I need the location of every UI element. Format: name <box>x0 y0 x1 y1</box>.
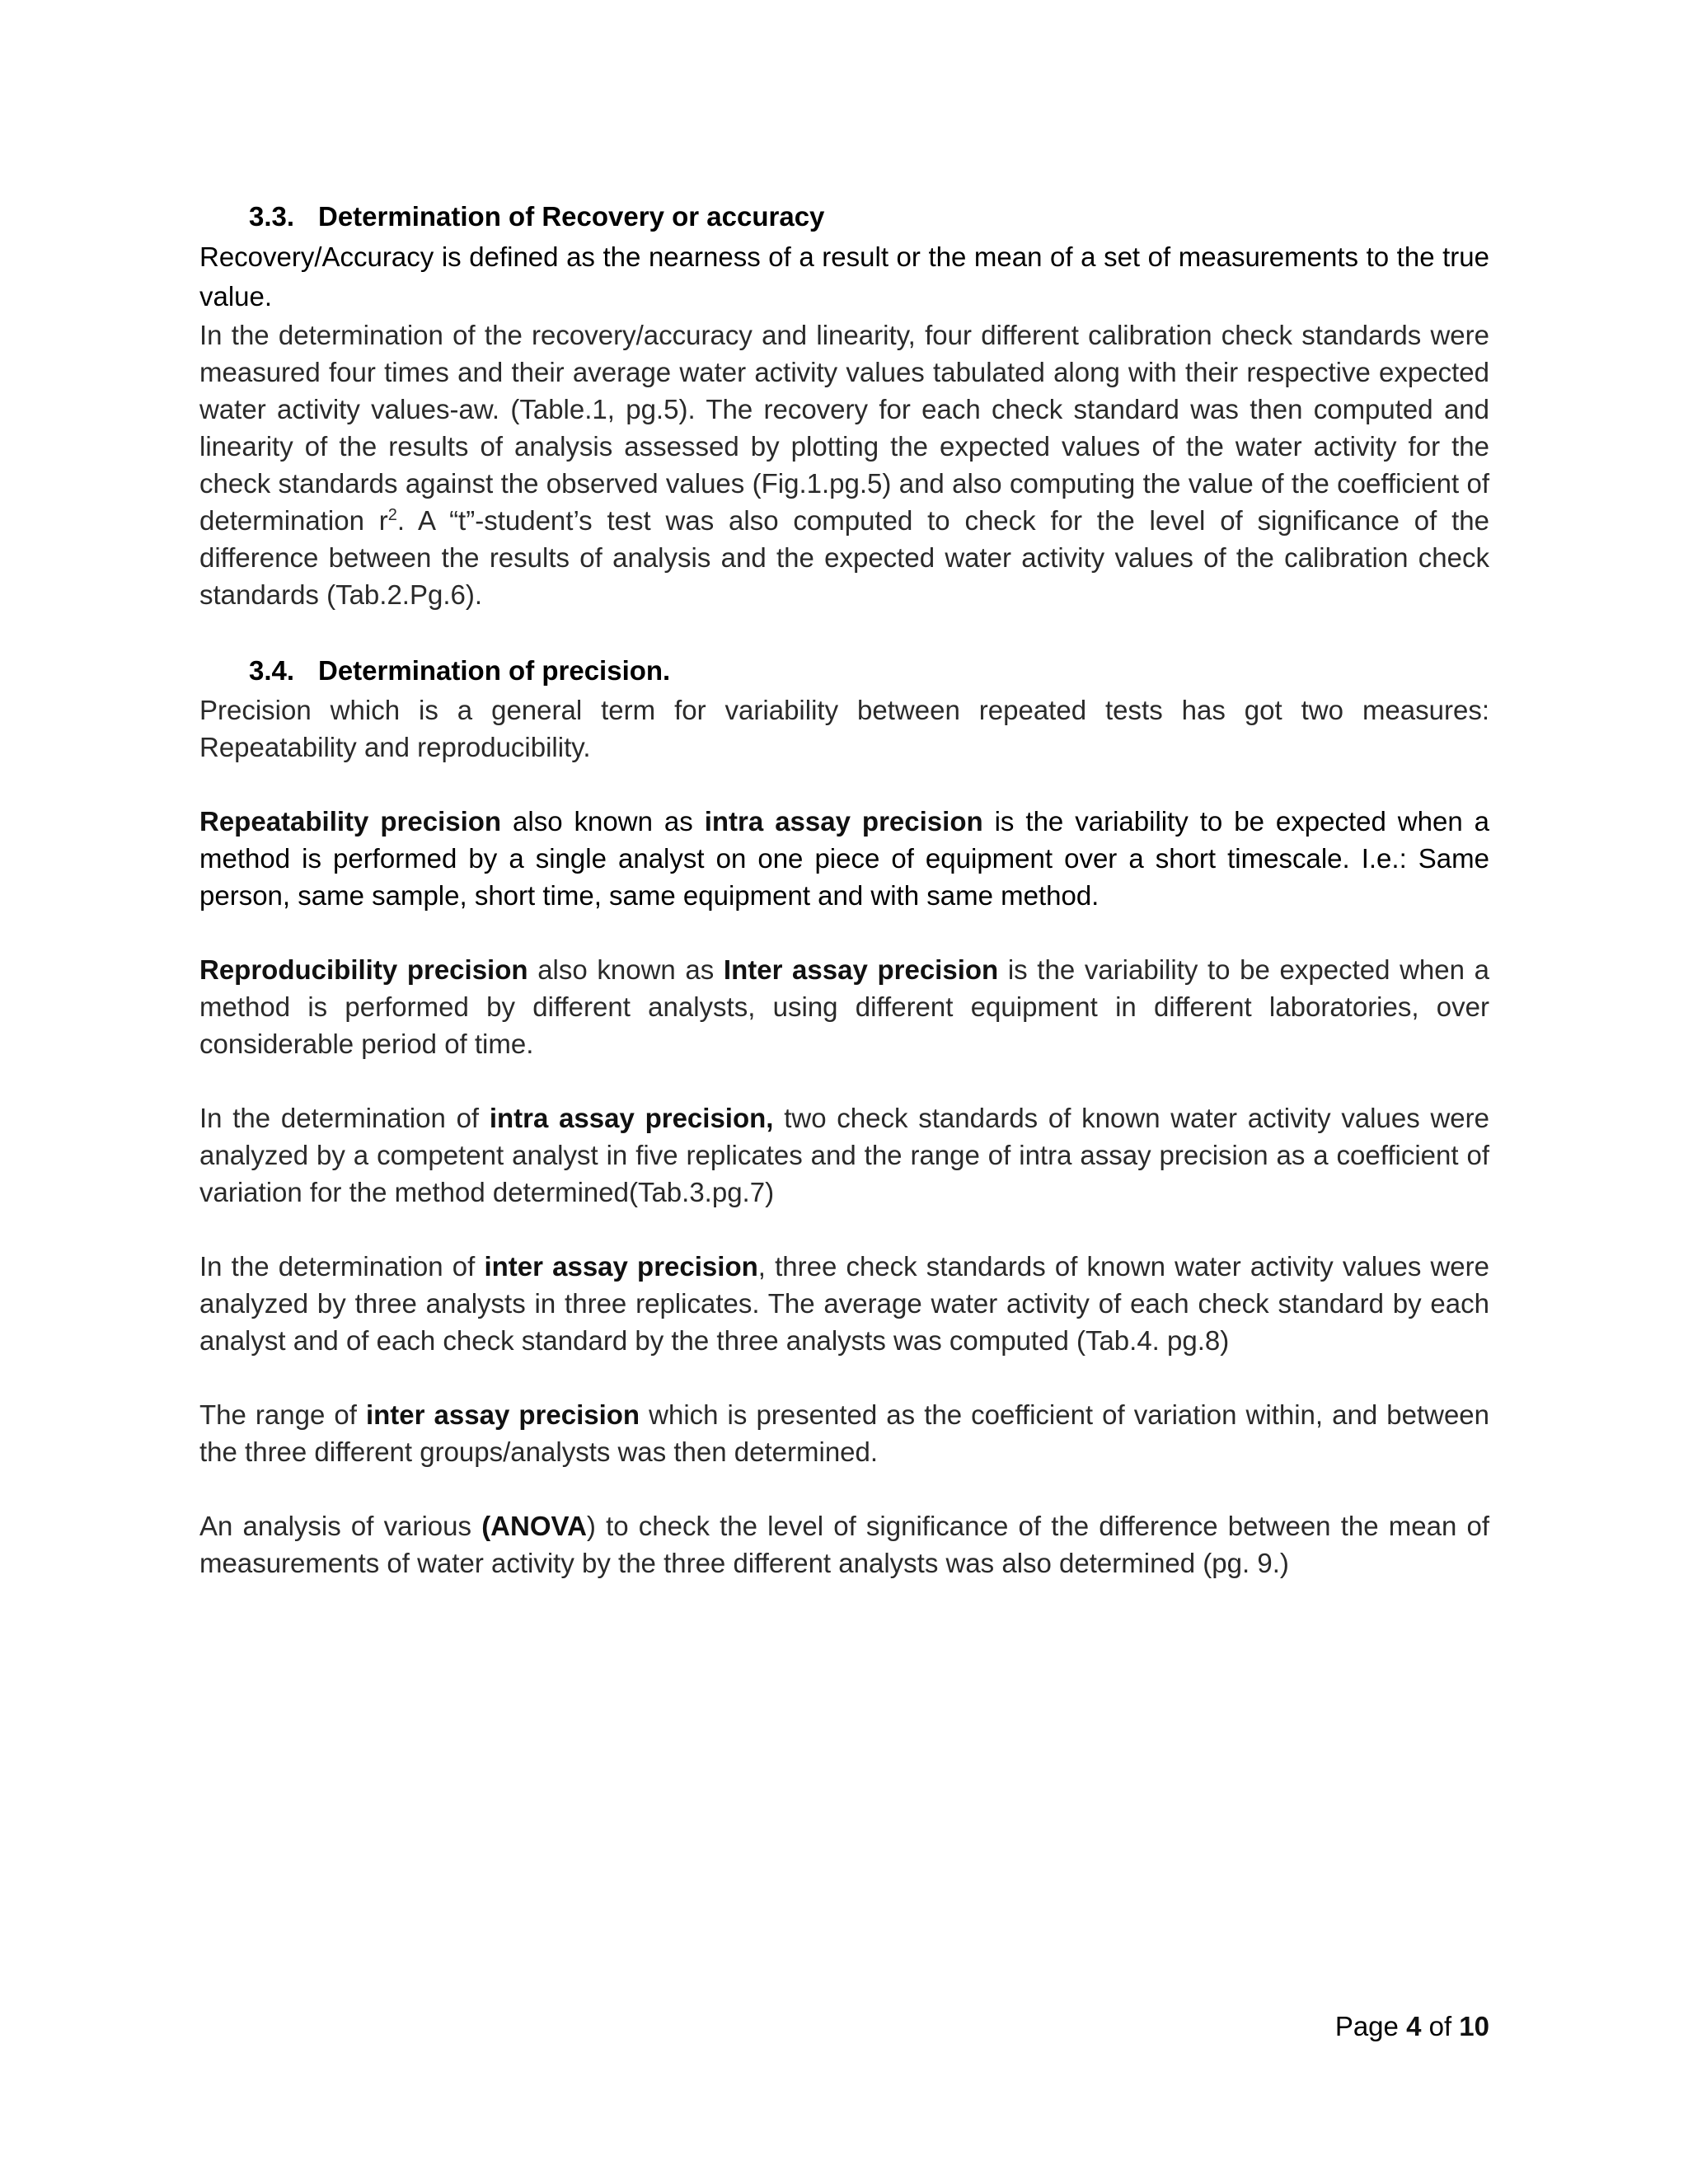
bold-term: Inter assay precision <box>723 954 999 985</box>
paragraph-text: The range of <box>199 1399 366 1430</box>
paragraph-text: In the determination of <box>199 1103 490 1133</box>
bold-term: Repeatability precision <box>199 806 502 837</box>
paragraph-text: , three check standards of known water activity values were analyzed by three analysts in three replicates. The average water activity of each check standard by each analyst and of each check standard by the three analysts was computed (Tab.4. pg.8) <box>199 1251 1489 1356</box>
paragraph-text: In the determination of <box>199 1251 485 1282</box>
repeatability-paragraph <box>199 803 1489 914</box>
section-heading-3-4 <box>249 650 1489 691</box>
intra-assay-paragraph <box>199 1099 1489 1211</box>
spacer <box>199 1359 1489 1396</box>
paragraph-text: also known as <box>501 806 705 837</box>
page-prefix: Page <box>1334 2011 1407 2041</box>
spacer <box>199 613 1489 650</box>
bold-term: intra assay precision <box>704 806 983 837</box>
paragraph-text: is the variability to be expected when a method is performed by different analysts, using different equipment in different laboratories, over considerable period of time. <box>199 954 1489 1059</box>
paragraph-text: . A “t”-student’s test was also computed to check for the level of significance of the difference between the results of analysis and the expected water activity values of the calibration check standards (Tab.2.Pg.6). <box>199 505 1489 610</box>
paragraph-text: In the determination of the recovery/accuracy and linearity, four different calibration check standards were measured four times and their average water activity values tabulated along with their respective expected water activity values-aw. (Table.1, pg.5). The recovery for each check standard was then computed and linearity of the results of analysis assessed by plotting the expected values of the water activity for the check standards against the observed values (Fig.1.pg.5) and also computing the value of the coefficient of determination r <box>199 320 1489 536</box>
page-of: of <box>1421 2011 1460 2041</box>
paragraph-text: two check standards of known water activity values were analyzed by a competent analyst in five replicates and the range of intra assay precision as a coefficient of variation for the method determined(Tab.3.pg.7) <box>199 1103 1489 1207</box>
spacer <box>199 1062 1489 1099</box>
recovery-method-paragraph <box>199 316 1489 613</box>
anova-paragraph <box>199 1507 1489 1582</box>
paragraph-text: is the variability to be expected when a method is performed by a single analyst on one piece of equipment over a short timescale. I.e.: Same person, same sample, short time, same equipment and with same method. <box>199 806 1489 911</box>
superscript-two: 2 <box>387 506 397 524</box>
bold-term: intra assay precision, <box>489 1103 774 1133</box>
page-body <box>199 196 1489 1582</box>
section-number: 3.3. <box>249 201 295 232</box>
bold-term: Reproducibility precision <box>199 954 528 985</box>
spacer <box>199 914 1489 951</box>
recovery-definition: Recovery/Accuracy is defined as the nearness of a result or the mean of a set of measurements to the true value. <box>199 241 1489 312</box>
precision-intro: Precision which is a general term for variability between repeated tests has got two measures: Repeatability and reproducibility. <box>199 695 1489 762</box>
spacer <box>199 1211 1489 1248</box>
current-page: 4 <box>1406 2011 1422 2041</box>
section-number: 3.4. <box>249 655 295 686</box>
paragraph-text: which is presented as the coefficient of variation within, and between the three different groups/analysts was then determined. <box>199 1399 1490 1467</box>
bold-term: inter assay precision <box>484 1251 758 1282</box>
inter-assay-range-paragraph <box>199 1396 1489 1470</box>
section-heading-3-3 <box>249 196 1489 237</box>
paragraph-text: ) to check the level of significance of the difference between the mean of measurements of water activity by the three different analysts was also determined (pg. 9.) <box>199 1511 1489 1578</box>
bold-term: (ANOVA <box>481 1511 587 1541</box>
spacer <box>199 766 1489 803</box>
reproducibility-paragraph <box>199 951 1489 1062</box>
spacer <box>199 1470 1489 1507</box>
section-title: Determination of Recovery or accuracy <box>318 201 825 232</box>
paragraph-text: An analysis of various <box>199 1511 482 1541</box>
inter-assay-paragraph <box>199 1248 1489 1359</box>
bold-term: inter assay precision <box>365 1399 640 1430</box>
section-title: Determination of precision. <box>318 655 671 686</box>
page-number-footer <box>1335 2011 1489 2042</box>
paragraph-text: also known as <box>528 954 724 985</box>
total-pages: 10 <box>1459 2011 1489 2041</box>
